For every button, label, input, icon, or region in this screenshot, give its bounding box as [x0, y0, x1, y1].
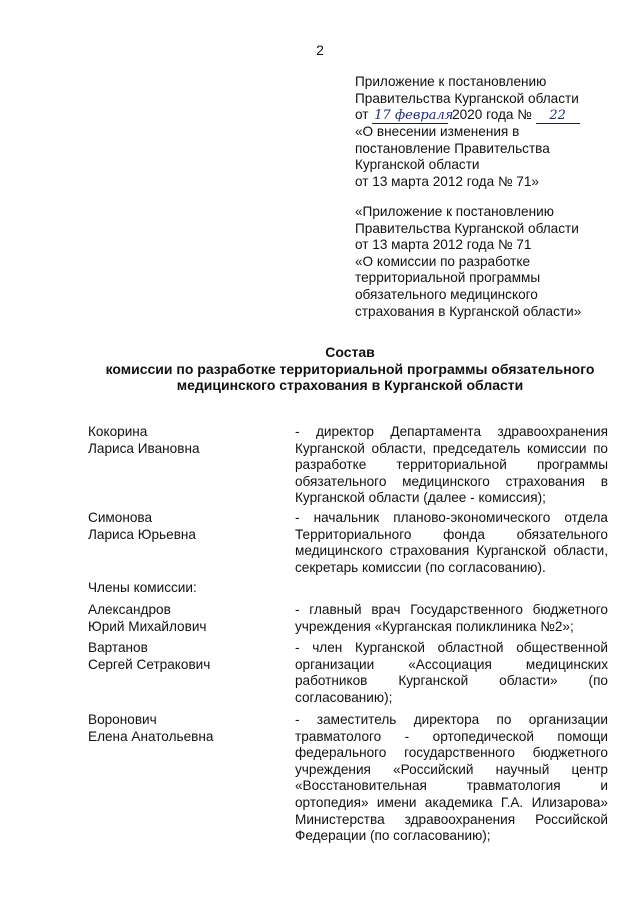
quoted-appendix-line: от 13 марта 2012 года № 71 — [355, 237, 532, 253]
heading-title: Состав — [325, 344, 375, 360]
member-name — [88, 712, 283, 745]
member-surname: Симонова — [88, 510, 153, 525]
appendix-line: Приложение к постановлению — [355, 74, 547, 89]
member-name — [88, 602, 283, 635]
appendix-line: постановление Правительства — [355, 140, 550, 156]
appendix-line: Курганской области — [355, 157, 480, 173]
member-given-names: Юрий Михайлович — [88, 618, 207, 634]
member-surname: Вартанов — [88, 640, 148, 655]
member-surname: Воронович — [88, 712, 157, 727]
member-role: - директор Департамента здравоохранения Курганской области, председатель комиссии по разработке территориальной программы обязательного медицинского страхования в Курганской области (далее - комиссия); — [295, 424, 608, 506]
member-role: - начальник планово-экономического отдела Территориального фонда обязательного медицинского страхования Курганской области, секретарь комиссии (по согласованию). — [295, 510, 608, 575]
member-given-names: Сергей Сетракович — [88, 656, 211, 672]
appendix-line: от 13 марта 2012 года № 71» — [355, 173, 539, 189]
member-given-names: Лариса Юрьевна — [88, 526, 196, 542]
appendix-header — [355, 74, 625, 191]
appendix-date-line — [355, 107, 625, 124]
quoted-appendix-line: «Приложение к постановлению — [355, 204, 554, 219]
handwritten-number: 22 — [536, 109, 580, 124]
member-name — [88, 510, 283, 543]
heading-line: медицинского страхования в Курганской области — [176, 377, 524, 393]
quoted-appendix-line: страхования в Курганской области» — [355, 303, 582, 319]
quoted-appendix-line: «О комиссии по разработке — [355, 253, 531, 269]
member-role: - главный врач Государственного бюджетного учреждения «Курганская поликлиника №2»; — [295, 602, 608, 634]
member-surname: Александров — [88, 602, 171, 617]
handwritten-date: 17 февраля — [374, 108, 454, 124]
document-heading — [80, 344, 620, 394]
quoted-appendix-line: территориальной программы — [355, 270, 541, 286]
member-role: - заместитель директора по организации травматолого - ортопедической помощи федерального государственного бюджетного учреждения «Российский научный центр «Восстановительная травматология и ортопедия» имени академика Г.А. Илизарова» Министерства здравоохранения Российской Федерации (по согласованию); — [295, 712, 608, 844]
quoted-appendix-line: обязательного медицинского — [355, 286, 538, 302]
appendix-date-prefix: от — [355, 107, 369, 123]
quoted-appendix-line: Правительства Курганской области — [355, 220, 579, 236]
member-given-names: Лариса Ивановна — [88, 440, 200, 456]
quoted-appendix-header — [355, 204, 625, 320]
members-section-label: Члены комиссии: — [88, 580, 197, 595]
member-name — [88, 424, 283, 457]
heading-line: комиссии по разработке территориальной программы обязательного — [105, 360, 595, 377]
member-surname: Кокорина — [88, 424, 148, 439]
member-role: - член Курганской областной общественной организации «Ассоциация медицинских работников Курганской области» (по согласованию); — [295, 640, 608, 705]
appendix-year-label: 2020 года № — [452, 107, 532, 123]
appendix-line: «О внесении изменения в — [355, 124, 520, 140]
member-given-names: Елена Анатольевна — [88, 728, 214, 744]
page-number: 2 — [316, 42, 324, 58]
member-name — [88, 640, 283, 673]
appendix-line: Правительства Курганской области — [355, 90, 579, 106]
